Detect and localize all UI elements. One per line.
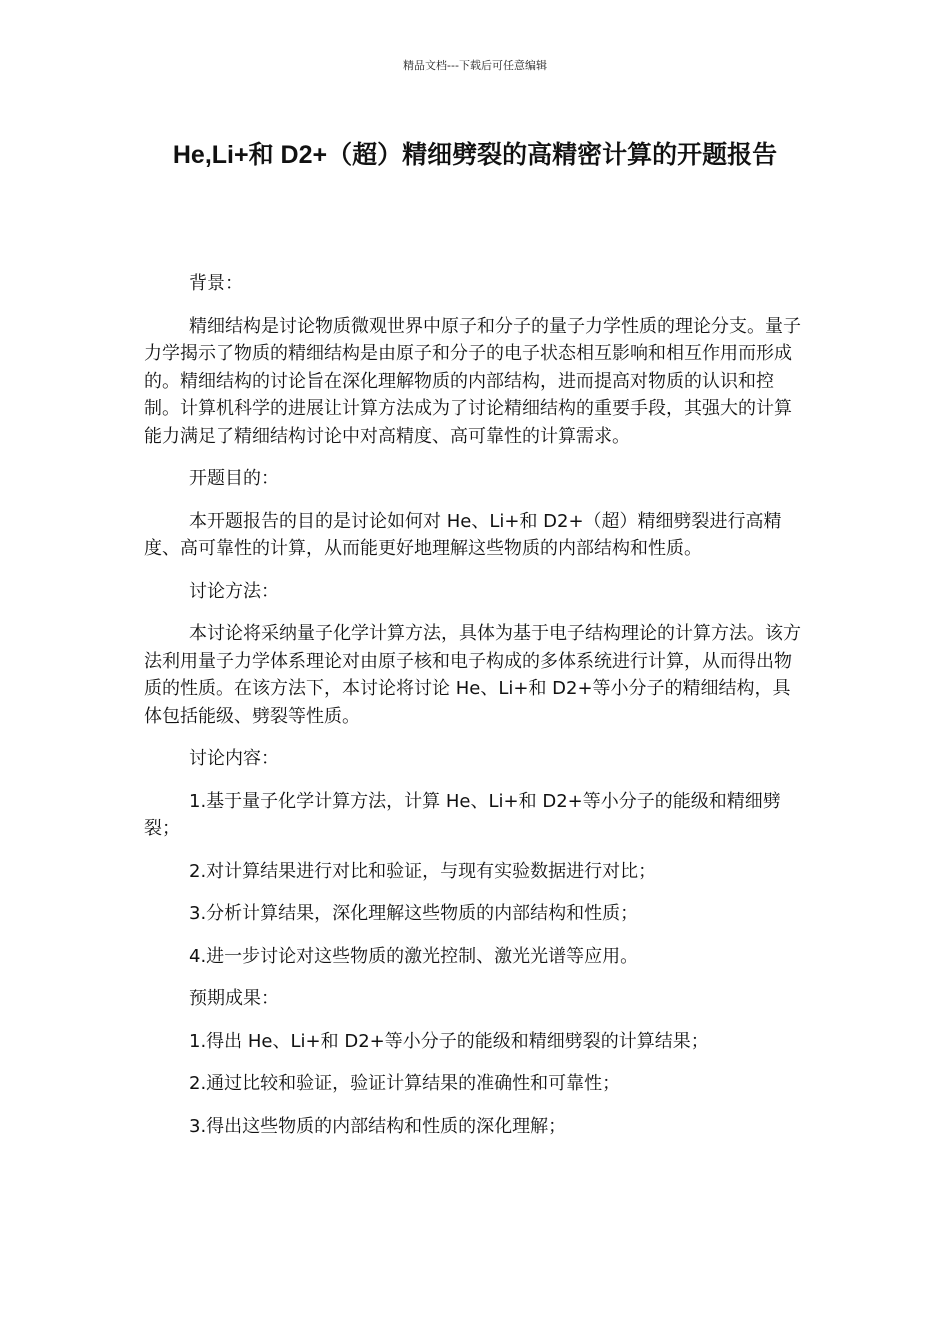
section-heading-purpose: 开题目的： bbox=[189, 468, 279, 489]
section-heading-content: 讨论内容： bbox=[189, 748, 279, 769]
paragraph-method: 本讨论将采纳量子化学计算方法，具体为基于电子结构理论的计算方法。该方法利用量子力学体系理论对由原子核和电子构成的多体系统进行计算，从而得出物质的性质。在该方法下，本讨论将讨论 He、Li+和 D2+等小分子的精细结构，具体包括能级、劈裂等性质。 bbox=[144, 623, 801, 727]
list-item-result-1: 1.得出 He、Li+和 D2+等小分子的能级和精细劈裂的计算结果； bbox=[189, 1030, 709, 1052]
document-body bbox=[144, 270, 808, 1155]
list-item-content-3: 3.分析计算结果，深化理解这些物质的内部结构和性质； bbox=[189, 903, 639, 924]
document-title: He,Li+和 D2+（超）精细劈裂的高精密计算的开题报告 bbox=[172, 141, 778, 169]
list-item-result-2: 2.通过比较和验证，验证计算结果的准确性和可靠性； bbox=[189, 1073, 621, 1094]
paragraph-background: 精细结构是讨论物质微观世界中原子和分子的量子力学性质的理论分支。量子力学揭示了物质的精细结构是由原子和分子的电子状态相互影响和相互作用而形成的。精细结构的讨论旨在深化理解物质的内部结构，进而提高对物质的认识和控制。计算机科学的进展让计算方法成为了讨论精细结构的重要手段，其强大的计算能力满足了精细结构讨论中对高精度、高可靠性的计算需求。 bbox=[144, 315, 801, 447]
header-note: 精品文档---下载后可任意编辑 bbox=[403, 59, 547, 72]
list-item-result-3: 3.得出这些物质的内部结构和性质的深化理解； bbox=[189, 1115, 567, 1137]
section-heading-expected-results: 预期成果： bbox=[189, 988, 279, 1009]
list-item-content-4: 4.进一步讨论对这些物质的激光控制、激光光谱等应用。 bbox=[189, 945, 639, 967]
section-heading-background: 背景： bbox=[189, 273, 243, 294]
list-item-content-1: 1.基于量子化学计算方法，计算 He、Li+和 D2+等小分子的能级和精细劈裂； bbox=[144, 790, 781, 839]
section-heading-method: 讨论方法： bbox=[189, 580, 279, 602]
paragraph-purpose: 本开题报告的目的是讨论如何对 He、Li+和 D2+（超）精细劈裂进行高精度、高可靠性的计算，从而能更好地理解这些物质的内部结构和性质。 bbox=[144, 510, 782, 559]
list-item-content-2: 2.对计算结果进行对比和验证，与现有实验数据进行对比； bbox=[189, 860, 657, 882]
